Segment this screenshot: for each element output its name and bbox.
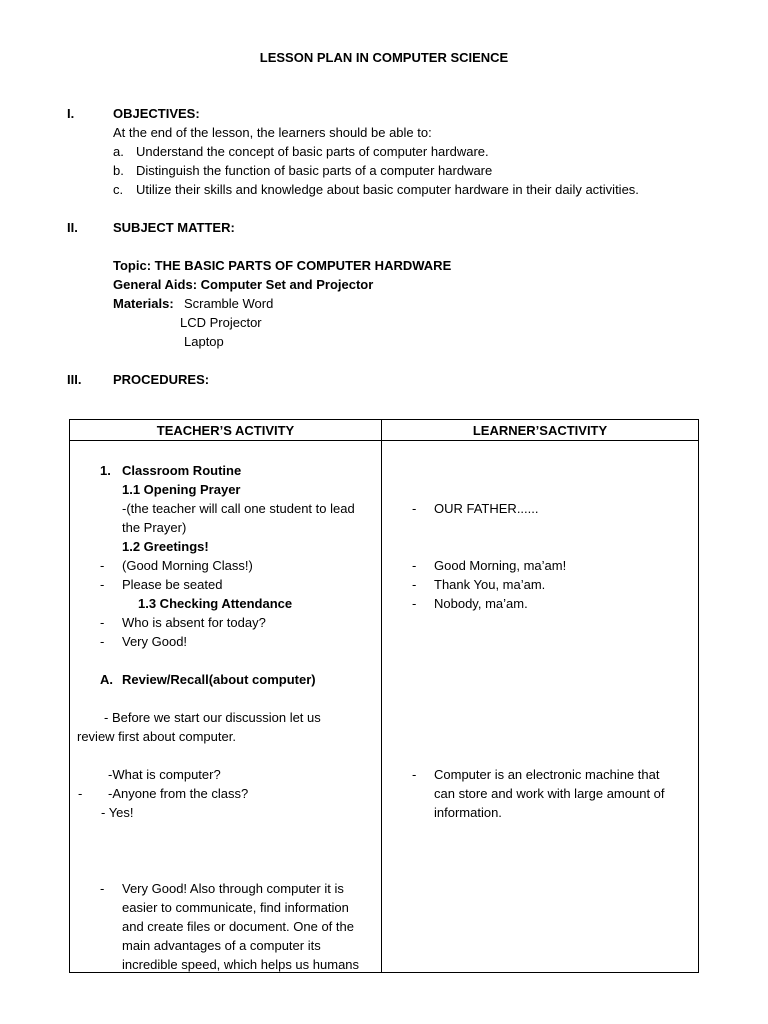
material-item: Laptop [184,334,224,349]
teacher-line: easier to communicate, find information [122,900,349,915]
teacher-line: review first about computer. [77,729,236,744]
teacher-activity-header: TEACHER’S ACTIVITY [70,420,382,441]
list-dash: - [100,615,105,630]
list-dash: - [78,786,83,801]
routine-number: 1. [100,463,111,478]
teacher-line: - Before we start our discussion let us [104,710,321,725]
list-dash: - [412,558,417,573]
teacher-line: Who is absent for today? [122,615,266,630]
teacher-line: -Anyone from the class? [108,786,249,801]
procedures-number: III. [67,372,82,387]
teacher-line: Very Good! [122,634,188,649]
objective-c: Utilize their skills and knowledge about basic computer hardware in their daily activities. [136,182,639,197]
objective-a: Understand the concept of basic parts of computer hardware. [136,144,489,159]
page-title: LESSON PLAN IN COMPUTER SCIENCE [259,50,509,65]
list-dash: - [412,577,417,592]
table-header-row [70,420,699,441]
objective-marker-b: b. [113,163,124,178]
objectives-intro: At the end of the lesson, the learners should be able to: [113,125,432,140]
greetings: 1.2 Greetings! [122,539,209,554]
list-dash: - [100,881,105,896]
learner-activity-header: LEARNER’SACTIVITY [382,420,699,441]
review-recall: Review/Recall(about computer) [122,672,316,687]
list-dash: - [412,596,417,611]
general-aids-line: General Aids: Computer Set and Projector [113,277,374,292]
topic-line: Topic: THE BASIC PARTS OF COMPUTER HARDWARE [113,258,452,273]
materials-label: Materials: [113,296,174,311]
subject-matter-number: II. [67,220,78,235]
subject-matter-heading: SUBJECT MATTER: [113,220,235,235]
teacher-line: and create files or document. One of the [122,919,354,934]
objective-marker-a: a. [113,144,124,159]
teacher-line: - Yes! [101,805,134,820]
objective-marker-c: c. [113,182,124,197]
material-item: LCD Projector [180,315,262,330]
procedures-heading: PROCEDURES: [113,372,210,387]
teacher-line: Very Good! Also through computer it is [122,881,344,896]
learner-line: Good Morning, ma’am! [434,558,567,573]
learner-activity-cell [382,441,699,973]
teacher-line: (Good Morning Class!) [122,558,253,573]
objective-b: Distinguish the function of basic parts of a computer hardware [136,163,493,178]
opening-prayer: 1.1 Opening Prayer [122,482,241,497]
objectives-number: I. [67,106,75,121]
table-row [70,441,699,973]
list-dash: - [412,501,417,516]
material-item: Scramble Word [184,296,274,311]
list-dash: - [412,767,417,782]
list-dash: - [100,577,105,592]
objectives-heading: OBJECTIVES: [113,106,200,121]
prayer-note: -(the teacher will call one student to lead [122,501,355,516]
learner-line: OUR FATHER...... [434,501,539,516]
teacher-line: Please be seated [122,577,223,592]
list-dash: - [100,634,105,649]
review-marker: A. [100,672,113,687]
teacher-activity-cell [70,441,382,973]
learner-line: Computer is an electronic machine that [434,767,660,782]
checking-attendance: 1.3 Checking Attendance [138,596,293,611]
procedures-table [69,419,699,973]
teacher-line: incredible speed, which helps us humans [122,957,360,972]
teacher-line: main advantages of a computer its [122,938,321,953]
learner-line: Thank You, ma’am. [434,577,546,592]
learner-line: Nobody, ma’am. [434,596,528,611]
learner-line: information. [434,805,502,820]
list-dash: - [100,558,105,573]
teacher-line: -What is computer? [108,767,221,782]
classroom-routine: Classroom Routine [122,463,242,478]
prayer-note: the Prayer) [122,520,187,535]
learner-line: can store and work with large amount of [434,786,665,801]
